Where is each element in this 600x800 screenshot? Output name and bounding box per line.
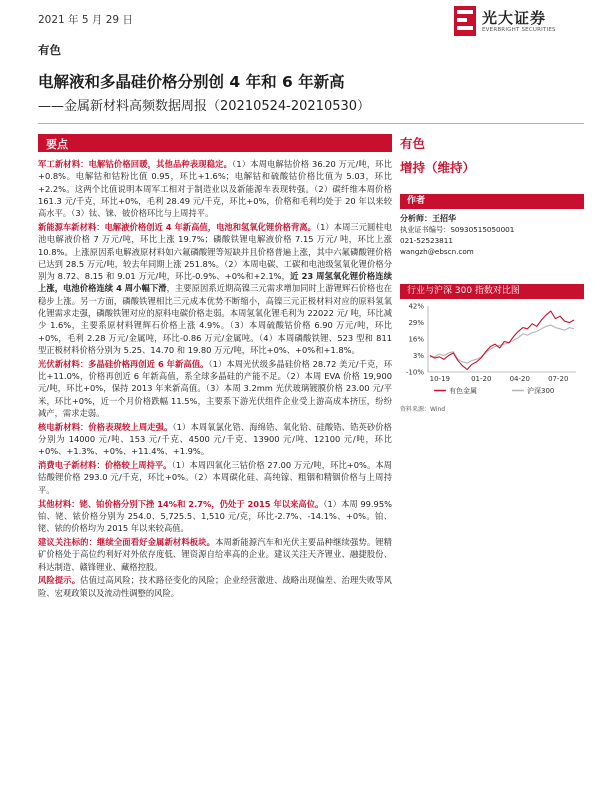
analyst-name: 分析师：王招华 [400, 214, 456, 223]
y-tick-label: 42% [408, 302, 424, 311]
paragraph-heading: 建议关注标的：继续全面看好金属新材料板块。 [38, 536, 216, 547]
sidebar-sector: 有色 [400, 136, 426, 151]
paragraph-heading: 风险提示。 [38, 575, 81, 586]
report-date: 2021 年 5 月 29 日 [38, 14, 133, 26]
key-points-bar [38, 134, 392, 152]
paragraph-heading: 光伏新材料：多晶硅价格再创近 6 年新高值。 [38, 358, 209, 369]
legend-label: 有色金属 [449, 387, 477, 395]
paragraph-text: （1）本周电解钴价格 36.20 万元/吨，环比+0.8%。电解钴和钴粉比值 0.95，环比+1.6%；电解钴和硫酸钴价格比值为 5.03，环比+2.2%。这两个比值说明本周军工相对于制造业以及新能源车表现转强。（2）碳纤维本周价格 161.3 元/千克，环比+0%，毛利 28.49 元/千克，环比+0%，价格和毛利均处于 20 年以来较高水平。（3）钛、铼、铍价格环比与上周持平。 [38, 159, 392, 219]
paragraph-text: 近 23 周氢氧化锂价格连续上涨，电池价格连续 4 周小幅下滑 [38, 271, 393, 294]
paragraph-heading: 新能源车新材料：电解液价格创近 4 年新高值，电池和氢氧化锂价格背离。 [38, 221, 316, 232]
key-point-paragraph [38, 536, 392, 573]
phone: 021-52523811 [400, 236, 453, 245]
broker-logo [454, 4, 584, 40]
report-title: 电解液和多晶硅价格分别创 4 年和 6 年新高 [38, 73, 345, 91]
report-subtitle: ——金属新材料高频数据周报（20210524-20210530） [38, 99, 371, 114]
paragraph-text: ，主要原因系近期高镍三元需求增加同时上游锂辉石价格也在稳步上涨。另一方面，磷酸铁锂相比三元成本优势不断缩小，高镍三元正极材料对应的原料氢氧化锂需求走强，磷酸铁锂对应的原料电碳价格走弱。本周氢氧化锂毛利为 22022 元/ 吨，环比减少 1.6%，主要系原材料锂辉石价格上涨 4.9%。（3）本周硫酸钴价格 6.90 万元/吨，环比+0%，毛利 2.28 万元/金属吨，环比-0.86 万元/金属吨。（4）本周磷酸铁锂、523 型和 811 型正极材料价格分别为 5.25、14.70 和 19.80 万元/吨，环比+0%、+0%和+1.8%。 [38, 283, 392, 355]
y-tick-label: -10% [405, 368, 424, 377]
x-tick-label: 04-20 [509, 375, 530, 383]
key-point-paragraph [38, 459, 392, 496]
key-points-label: 要点 [46, 138, 68, 151]
key-point-paragraph [38, 498, 392, 535]
key-point-paragraph [38, 421, 392, 458]
key-point-paragraph [38, 358, 392, 419]
paragraph-heading: 其他材料：铑、铂价格分别下挫 14%和 2.7%，仍处于 2015 年以来高位。 [38, 498, 324, 509]
paragraph-text: （1）本周四氧化三钴价格 27.00 万元/吨，环比+0%。本周钴酸锂价格 293.0 元/千克，环比+0%。（2）本周碳化硅、高纯镓、粗铟和精铟价格与上周持平。 [38, 460, 392, 495]
x-tick-label: 07-20 [548, 375, 569, 383]
paragraph-heading: 消费电子新材料：价格较上周持平。 [38, 460, 172, 471]
logo-mark-icon [454, 6, 476, 36]
chart-label-bar: 行业与沪深 300 指数对比图 [400, 284, 584, 299]
line-chart [400, 300, 584, 400]
paragraph-text: 估值过高风险；技术路径变化的风险；企业经营激进、战略出现偏差、治理失败等风险、宏观政策以及流动性调整的风险。 [38, 575, 392, 598]
paragraph-text: （1）本周 99.95%铂、铑、铱价格分别为 254.0、5,725.5、1,510 元/克，环比-2.7%、-14.1%、+0%。铂、铑、铱的价格均为 2015 年以来较高值。 [38, 498, 392, 534]
paragraph-text: （1）本周氧氯化锆、海绵锆、氧化铪、硅酸锆、锆英砂价格分别为 14000 元/吨、153 元/千克、4500 元/千克、13900 元/吨、12100 元/吨，环比+0%、+1.3%、+0%、+11.4%、+1.9%。 [38, 421, 392, 457]
key-point-paragraph [38, 158, 392, 219]
key-points-body [38, 158, 392, 600]
author-bar: 作者 [400, 194, 584, 209]
legend-label: 沪深300 [527, 387, 555, 395]
y-tick-label: 3% [412, 352, 424, 360]
email[interactable]: wangzh@ebscn.com [400, 247, 474, 256]
series-line [430, 311, 574, 369]
logo-text-en: EVERBRIGHT SECURITIES [482, 27, 556, 33]
key-point-paragraph [38, 574, 392, 599]
sidebar [400, 134, 584, 299]
key-point-paragraph [38, 221, 392, 356]
license-number: 执业证书编号：S0930515050001 [400, 225, 515, 234]
paragraph-heading: 军工新材料：电解钴价格回暖，其他品种表现稳定。 [38, 159, 233, 169]
industry-vs-index-chart [400, 300, 584, 400]
paragraph-text: （1）本周光伏级多晶硅价格 28.72 美元/千克，环比+11.0%，价格再创近 6 年新高值，系全球多晶硅的产能不足。（2）本周 EVA 价格 19,900 元/吨，环比+0%，保持 2013 年来新高值。（3）本周 3.2mm 光伏玻璃镀膜价格 23.00 元/平米，环比+0%，近一个月价格跌幅 11.5%，主要系下游光伏组件企业受上游高成本挤压，纷纷减产，需求走弱。 [38, 358, 392, 418]
y-tick-label: 29% [408, 319, 424, 327]
x-tick-label: 01-20 [471, 375, 492, 383]
x-tick-label: 10-19 [429, 375, 451, 383]
chart-source: 资料来源：Wind [400, 406, 446, 413]
rating: 增持（维持） [400, 160, 476, 175]
paragraph-text: 本周新能源汽车和光伏主要品种继续强势。锂精矿价格处于高位约利好对外依存度低、锂资源自给率高的企业。建议关注天齐锂业、融捷股份、科达制造、赣锋锂业、藏格控股。 [38, 536, 392, 572]
logo-text-cn: 光大证券 [482, 9, 547, 27]
header-divider [38, 123, 584, 124]
paragraph-heading: 核电新材料：价格表现较上周走强。 [38, 421, 173, 432]
y-tick-label: 16% [408, 335, 424, 344]
paragraph-text: （1）本周三元圆柱电池电解液价格 7 万元/吨，环比上涨 19.7%；磷酸铁锂电解液价格 7.15 万元/ 吨，环比上涨 10.8%。上涨原因系电解液原材料如六氟磷酸锂等短缺并且价格普遍上涨，其中六氟磷酸锂价格已达到 28.5 万元/吨，较去年同期上涨 251.8%。（2）本周电碳、工碳和电池级氢氧化锂价格分别为 8.72、8.15 和 9.01 万元/吨，环比-0.9%、+0%和+2.1%， [38, 221, 392, 282]
sector-label: 有色 [38, 43, 61, 57]
